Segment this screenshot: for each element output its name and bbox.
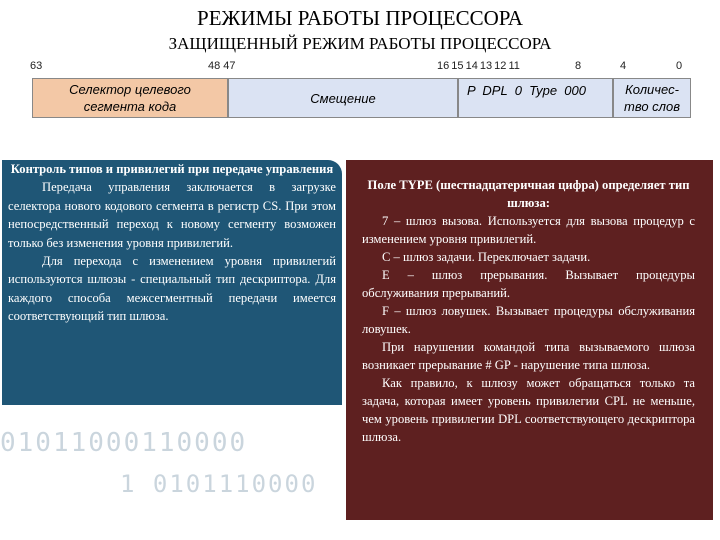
bit-number-16-11: 16 15 14 13 12 11 (437, 60, 520, 72)
word-count-line-1: Количес- (625, 82, 679, 97)
word-count-line-2: тво слов (623, 99, 681, 114)
word-count-field (613, 78, 691, 118)
offset-field-label: Смещение (310, 90, 376, 106)
gate-type-panel (346, 160, 713, 520)
privilege-control-paragraph: Для перехода с изменением уровня привилегий используются шлюзы - специальный тип дескриптора. Для каждого способа межсегментный передачи имеется соответствующий тип шлюза. (8, 254, 336, 324)
flags-field (458, 78, 613, 118)
privilege-control-heading: Контроль типов и привилегий при передаче управления (10, 162, 334, 176)
bit-number-4: 4 (620, 60, 627, 72)
bit-number-0: 0 (676, 60, 683, 72)
offset-field (228, 78, 458, 118)
gate-type-paragraph: C – шлюз задачи. Переключает задачи. (382, 250, 591, 264)
privilege-control-paragraph: Передача управления заключается в загрузке селектора нового кодового сегмента в регистр CS. При этом непосредственный переход к новому сегменту возможен только без изменения уровня привилегий. (8, 180, 336, 250)
bit-number-48-47: 48 47 (208, 60, 236, 72)
bit-number-8: 8 (575, 60, 582, 72)
binary-decoration: 1 0101110000 (120, 470, 318, 498)
selector-field-line-1: Селектор целевого (69, 82, 191, 97)
privilege-control-panel (2, 160, 342, 405)
binary-decoration: 01011000110000 (0, 428, 248, 458)
page-title: РЕЖИМЫ РАБОТЫ ПРОЦЕССОРА (197, 6, 523, 30)
gate-type-paragraph: 7 – шлюз вызова. Используется для вызова процедур с изменением уровня привилегий. (362, 214, 695, 246)
gate-type-heading: Поле TYPE (шестнадцатеричная цифра) определяет тип шлюза: (367, 178, 690, 210)
gate-type-paragraph: E – шлюз прерывания. Вызывает процедуры обслуживания прерываний. (362, 268, 695, 300)
gate-type-paragraph: При нарушении командой типа вызываемого шлюза возникает прерывание # GP - нарушение типа шлюза. (362, 340, 695, 372)
gate-type-paragraph: Как правило, к шлюзу может обращаться только та задача, которая имеет уровень привилегии CPL не меньше, чем уровень привилегии DPL соответствующего дескриптора шлюза. (362, 376, 695, 444)
gate-type-paragraph: F – шлюз ловушек. Вызывает процедуры обслуживания ловушек. (362, 304, 695, 336)
bit-number-63: 63 (30, 60, 43, 72)
selector-field-line-2: сегмента кода (83, 99, 177, 114)
page-subtitle: ЗАЩИЩЕННЫЙ РЕЖИМ РАБОТЫ ПРОЦЕССОРА (168, 34, 552, 53)
selector-field (32, 78, 228, 118)
flags-field-label: P DPL 0 Type 000 (467, 83, 586, 98)
